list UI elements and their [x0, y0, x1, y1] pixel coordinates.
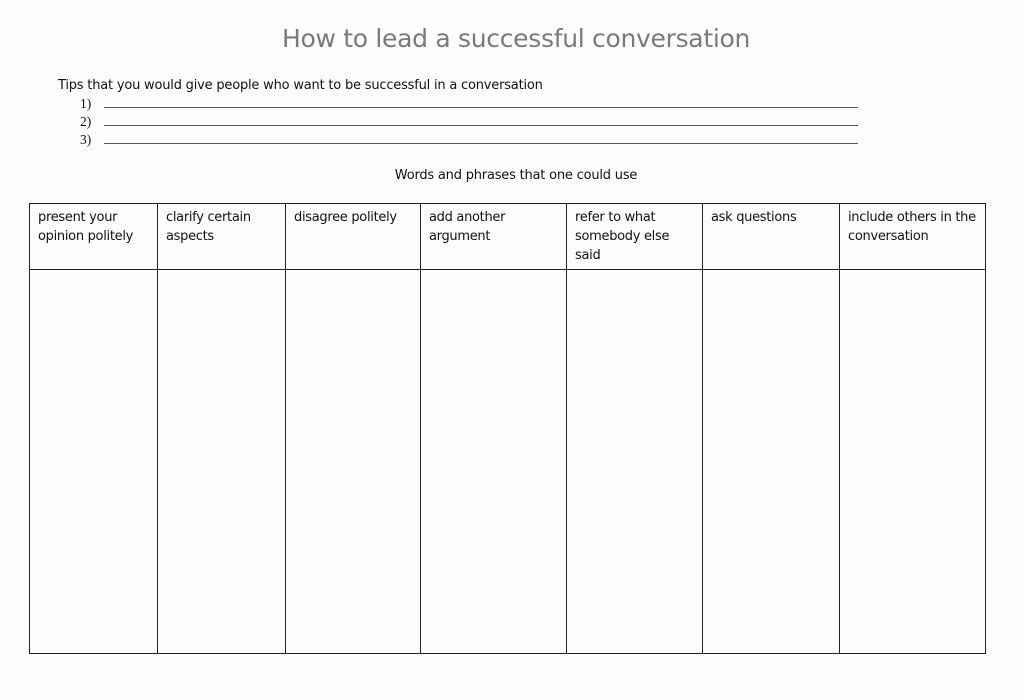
tip-answer-line[interactable] [104, 107, 858, 108]
tip-item-1 [80, 96, 104, 112]
table-header-row [30, 204, 986, 270]
answer-cell[interactable] [703, 270, 840, 654]
column-header: add another argument [421, 204, 567, 270]
column-header: include others in the conversation [840, 204, 986, 270]
column-header: refer to what somebody else said [567, 204, 703, 270]
tip-item-2 [80, 114, 104, 130]
table-row [30, 270, 986, 654]
tip-number: 2) [80, 114, 92, 129]
page-title: How to lead a successful conversation [281, 24, 751, 53]
answer-cell[interactable] [286, 270, 421, 654]
answer-cell[interactable] [567, 270, 703, 654]
column-header: disagree politely [286, 204, 421, 270]
column-header: present your opinion politely [30, 204, 158, 270]
words-heading: Words and phrases that one could use [394, 168, 638, 183]
column-header: clarify certain aspects [158, 204, 286, 270]
tip-number: 3) [80, 132, 92, 147]
answer-cell[interactable] [421, 270, 567, 654]
tip-item-3 [80, 132, 104, 148]
tip-number: 1) [80, 96, 92, 111]
tip-answer-line[interactable] [104, 125, 858, 126]
column-header: ask questions [703, 204, 840, 270]
tips-heading: Tips that you would give people who want to be successful in a conversation [58, 78, 543, 93]
tip-answer-line[interactable] [104, 143, 858, 144]
phrases-table [29, 203, 986, 654]
answer-cell[interactable] [158, 270, 286, 654]
answer-cell[interactable] [30, 270, 158, 654]
answer-cell[interactable] [840, 270, 986, 654]
